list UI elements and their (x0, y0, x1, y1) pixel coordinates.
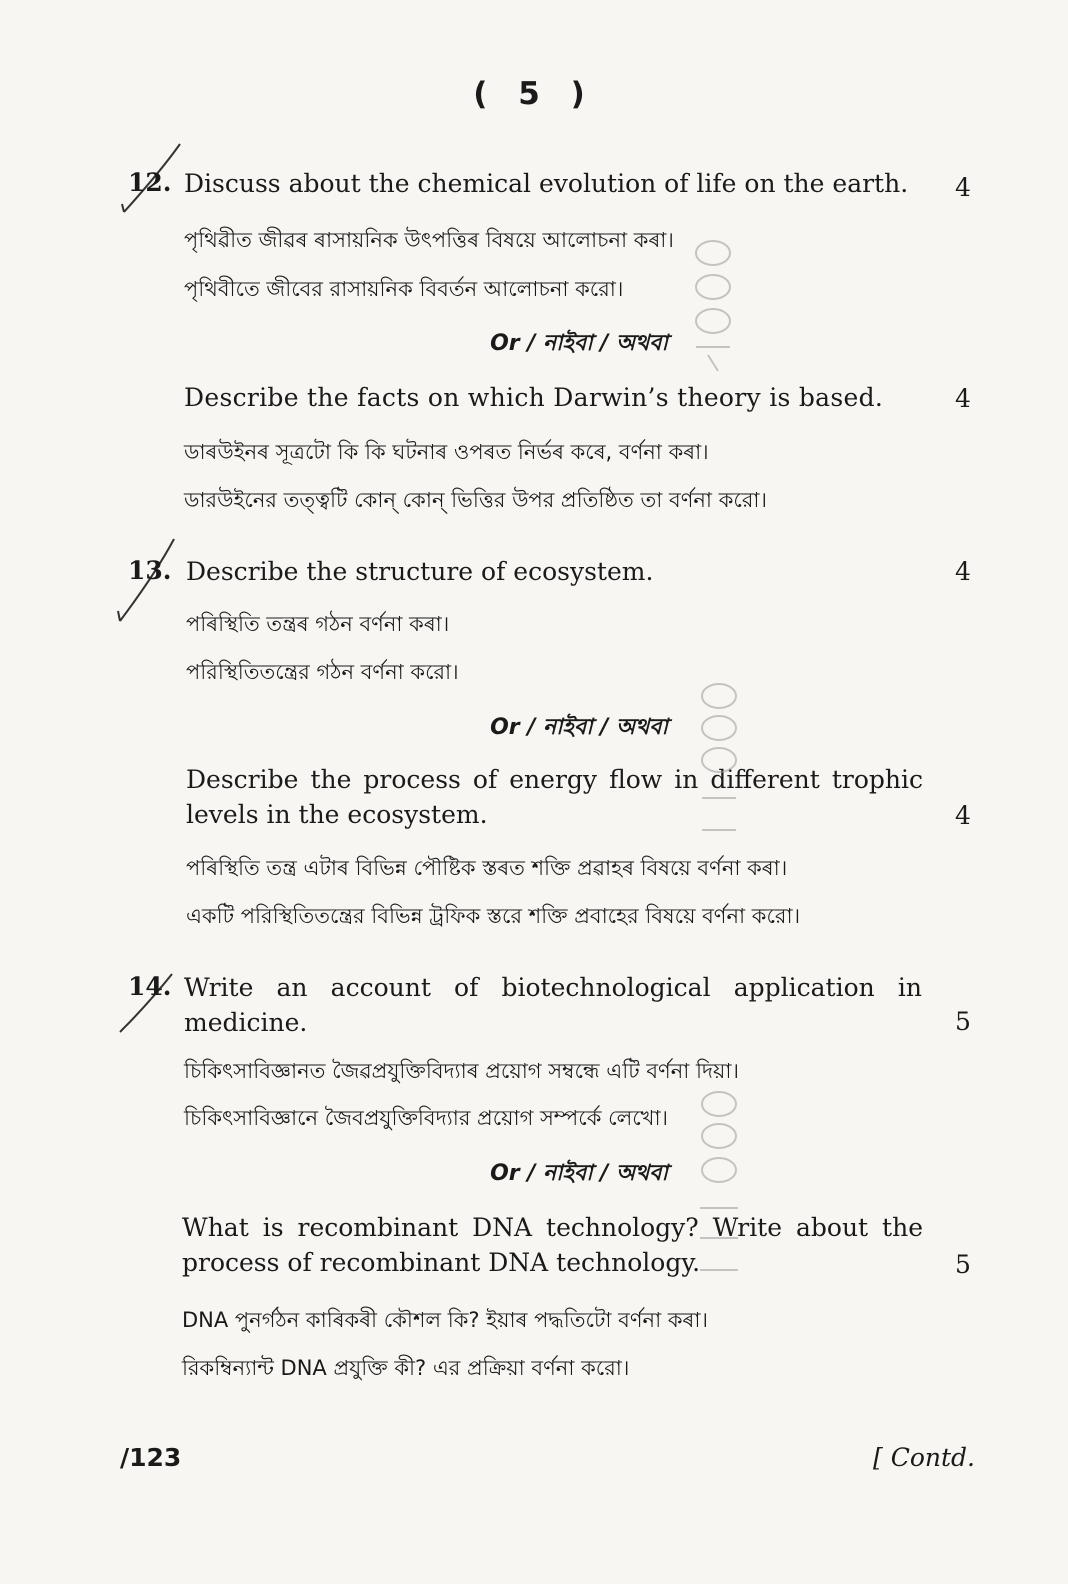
alt-assamese-text: DNA পুনৰ্গঠন কাৰিকৰী কৌশল কি? ইয়াৰ পদ্ধতিটো বৰ্ণনা কৰা। (182, 1308, 708, 1332)
assamese-text: পৃথিৱীত জীৱৰ ৰাসায়নিক উৎপত্তিৰ বিষয়ে আলোচনা কৰা। (184, 228, 674, 252)
question-number: 13. (128, 556, 172, 585)
paper-code: /123 (120, 1443, 182, 1472)
alt-bengali-text: একটি পরিস্থিতিতন্ত্রের বিভিন্ন ট্রফিক স্তরে শক্তি প্রবাহের বিষয়ে বর্ণনা করো। (186, 904, 801, 928)
alt-marks: 4 (955, 801, 971, 830)
alt-question-text: Describe the facts on which Darwin’s theory is based. (184, 383, 884, 412)
alt-question-text: Describe the process of energy flow in different trophic levels in the ecosystem. (186, 765, 923, 829)
or-separator: Or / নাইবা / অথবা (490, 715, 668, 740)
marks: 4 (955, 173, 971, 202)
question-text: Write an account of biotechnological application in medicine. (184, 973, 922, 1037)
or-separator: Or / নাইবা / অথবা (490, 331, 668, 356)
or-separator: Or / নাইবা / অথবা (490, 1161, 668, 1186)
bengali-text: চিকিৎসাবিজ্ঞানে জৈবপ্রযুক্তিবিদ্যার প্রয়োগ সম্পর্কে লেখো। (184, 1106, 669, 1130)
alt-assamese-text: পৰিস্থিতি তন্ত্ৰ এটাৰ বিভিন্ন পৌষ্টিক স্তৰত শক্তি প্ৰৱাহৰ বিষয়ে বৰ্ণনা কৰা। (186, 856, 788, 880)
question-text: Discuss about the chemical evolution of life on the earth. (184, 169, 909, 198)
marks: 4 (955, 557, 971, 586)
page-number: ( 5 ) (473, 76, 595, 112)
alt-marks: 5 (955, 1250, 971, 1279)
alt-bengali-text: রিকম্বিন্যান্ট DNA প্রযুক্তি কী? এর প্রক্রিয়া বর্ণনা করো। (182, 1356, 630, 1380)
question-number: 12. (128, 168, 172, 197)
assamese-text: পৰিস্থিতি তন্ত্ৰৰ গঠন বৰ্ণনা কৰা। (186, 612, 450, 636)
question-number: 14. (128, 972, 172, 1001)
alt-bengali-text: ডারউইনের তত্ত্বটি কোন্ কোন্ ভিত্তির উপর প্রতিষ্ঠিত তা বর্ণনা করো। (184, 488, 767, 512)
alt-question-text: What is recombinant DNA technology? Write about the process of recombinant DNA technology. (182, 1213, 923, 1277)
continued-label: [ Contd. (873, 1443, 975, 1472)
bengali-text: পরিস্থিতিতন্ত্রের গঠন বর্ণনা করো। (186, 660, 459, 684)
marks: 5 (955, 1007, 971, 1036)
alt-assamese-text: ডাৰউইনৰ সূত্ৰটো কি কি ঘটনাৰ ওপৰত নিৰ্ভৰ কৰে, বৰ্ণনা কৰা। (184, 440, 709, 464)
watermark-stamp-icon (694, 1088, 744, 1278)
watermark-stamp-icon (688, 235, 738, 375)
question-text: Describe the structure of ecosystem. (186, 557, 654, 586)
assamese-text: চিকিৎসাবিজ্ঞানত জৈৱপ্ৰযুক্তিবিদ্যাৰ প্ৰয়োগ সম্বন্ধে এটি বৰ্ণনা দিয়া। (184, 1059, 740, 1083)
watermark-stamp-icon (694, 680, 744, 840)
bengali-text: পৃথিবীতে জীবের রাসায়নিক বিবর্তন আলোচনা করো। (184, 277, 624, 301)
alt-marks: 4 (955, 384, 971, 413)
